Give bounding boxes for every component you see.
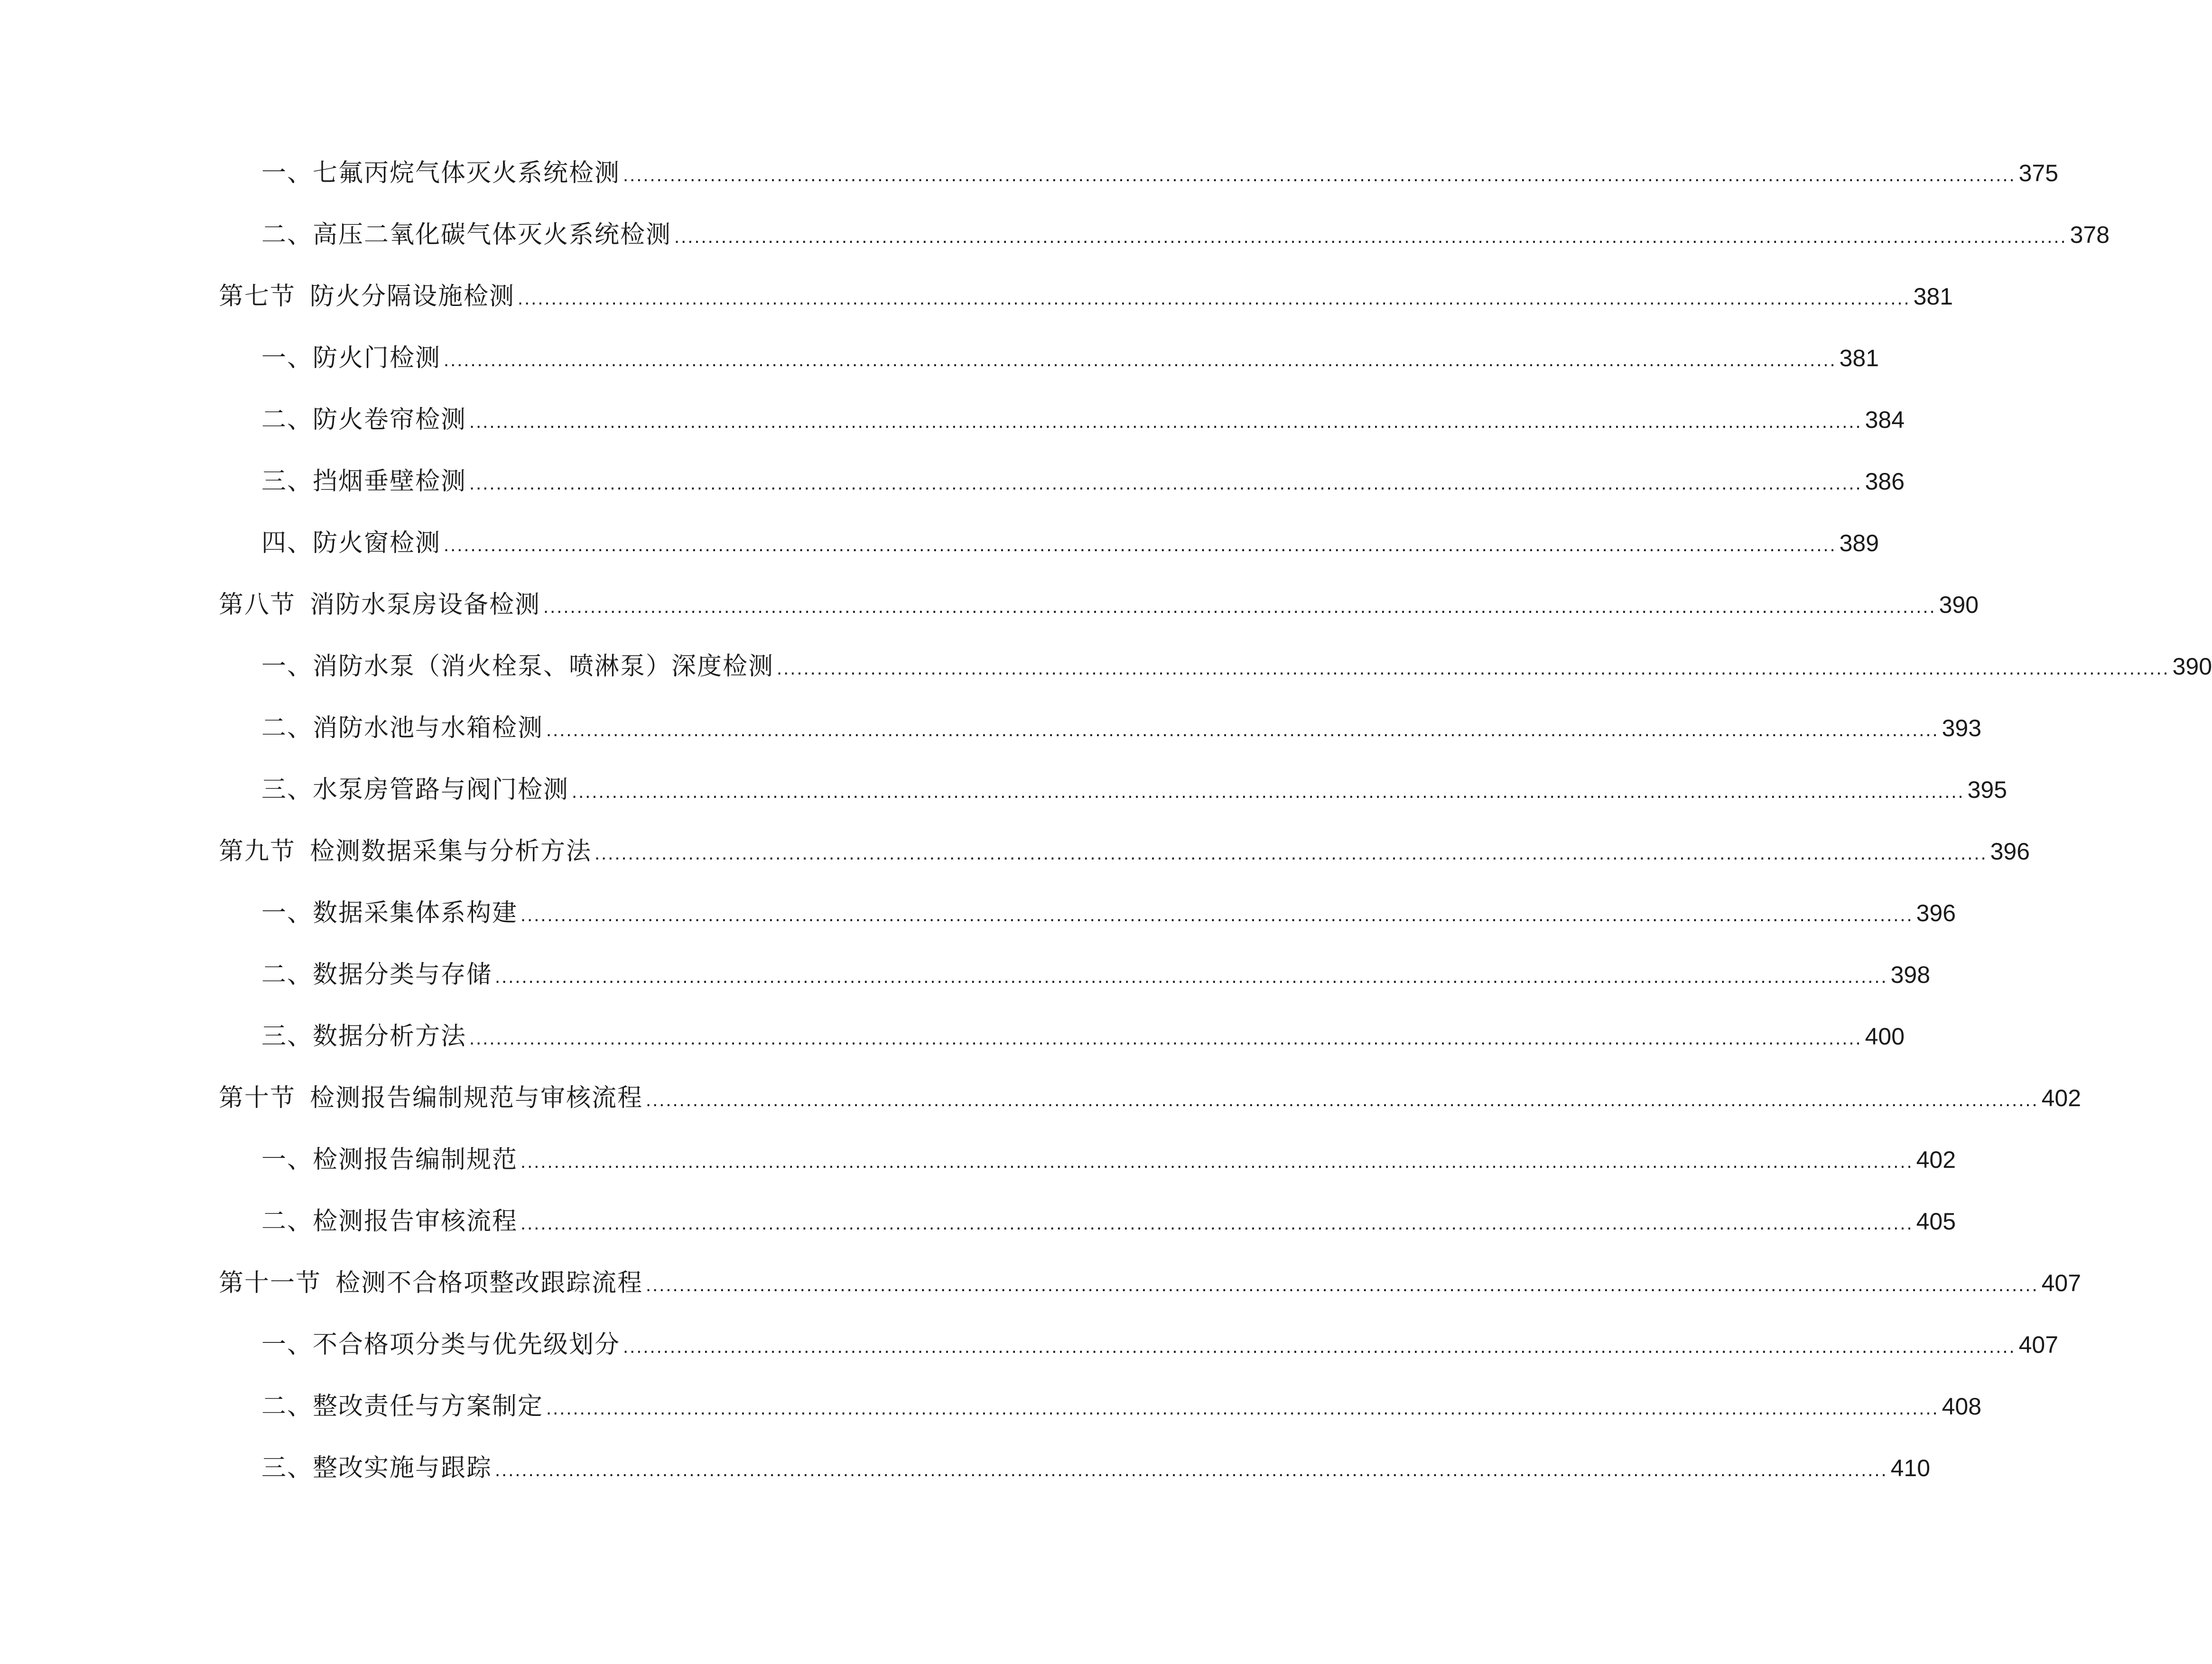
toc-entry[interactable] — [261, 1385, 1982, 1428]
toc-entry-section[interactable] — [219, 275, 1953, 318]
toc-page-number: 390 — [1939, 592, 1979, 618]
toc-leader-dots: ................................................................................................................................................................................................................ — [520, 1213, 1914, 1234]
toc-page-number: 407 — [2018, 1331, 2059, 1358]
toc-entry-title: 四、防火窗检测 — [261, 529, 441, 557]
toc-leader-dots: ................................................................................................................................................................................................................ — [469, 473, 1862, 494]
toc-page-number: 378 — [2070, 222, 2110, 248]
toc-page-number: 405 — [1916, 1208, 1956, 1235]
toc-entry[interactable] — [261, 1200, 1956, 1243]
toc-entry-section[interactable] — [219, 1077, 2082, 1119]
toc-leader-dots: ................................................................................................................................................................................................................ — [546, 720, 1939, 740]
toc-entry[interactable] — [261, 645, 2212, 688]
toc-leader-dots: ................................................................................................................................................................................................................ — [595, 843, 1988, 864]
toc-page-number: 381 — [1839, 345, 1879, 371]
toc-page-number: 389 — [1839, 530, 1879, 556]
toc-entry-title: 二、数据分类与存储 — [261, 961, 493, 989]
toc-entry-title: 二、防火卷帘检测 — [261, 406, 467, 434]
toc-page-number: 390 — [2172, 653, 2212, 680]
toc-leader-dots: ................................................................................................................................................................................................................ — [495, 966, 1888, 987]
toc-entry[interactable] — [261, 953, 1931, 996]
toc-entry[interactable] — [261, 1447, 1931, 1489]
toc-page-number: 386 — [1865, 468, 1905, 495]
toc-leader-dots: ................................................................................................................................................................................................................ — [543, 596, 1936, 617]
toc-entry-section[interactable] — [219, 830, 2030, 873]
toc-page-number: 396 — [1916, 900, 1956, 926]
toc-page-number: 400 — [1865, 1023, 1905, 1050]
toc-entry-title: 一、消防水泵（消火栓泵、喷淋泵）深度检测 — [261, 652, 774, 681]
toc-leader-dots: ................................................................................................................................................................................................................ — [572, 781, 1965, 802]
toc-entry-title: 二、高压二氧化碳气体灭火系统检测 — [261, 221, 672, 249]
toc-leader-dots: ................................................................................................................................................................................................................ — [623, 1336, 2016, 1357]
toc-leader-dots: ................................................................................................................................................................................................................ — [520, 905, 1914, 925]
toc-leader-dots: ................................................................................................................................................................................................................ — [623, 165, 2016, 185]
toc-entry-title: 一、七氟丙烷气体灭火系统检测 — [261, 159, 621, 187]
toc-entry-title: 三、数据分析方法 — [261, 1022, 467, 1051]
toc-page-number: 407 — [2041, 1270, 2082, 1296]
toc-leader-dots: ................................................................................................................................................................................................................ — [495, 1460, 1888, 1480]
toc-leader-dots: ................................................................................................................................................................................................................ — [520, 1151, 1914, 1172]
toc-page-number: 408 — [1942, 1393, 1982, 1420]
toc-page-number: 402 — [1916, 1146, 1956, 1173]
toc-entry-title: 三、水泵房管路与阀门检测 — [261, 776, 569, 804]
toc-entry[interactable] — [261, 707, 1982, 749]
toc-page-number: 375 — [2018, 160, 2059, 186]
toc-entry[interactable] — [261, 522, 1879, 564]
toc-entry-title: 第十一节 检测不合格项整改跟踪流程 — [219, 1269, 643, 1297]
toc-entry-title: 第八节 消防水泵房设备检测 — [219, 591, 541, 619]
toc-entry-title: 第七节 防火分隔设施检测 — [219, 282, 515, 311]
toc-entry-title: 三、挡烟垂壁检测 — [261, 467, 467, 496]
toc-entry[interactable] — [261, 892, 1956, 934]
toc-leader-dots: ................................................................................................................................................................................................................ — [469, 1028, 1862, 1049]
toc-leader-dots: ................................................................................................................................................................................................................ — [646, 1275, 2039, 1295]
toc-entry[interactable] — [261, 1138, 1956, 1181]
toc-entry-section[interactable] — [219, 1262, 2082, 1304]
toc-entry[interactable] — [261, 337, 1879, 379]
toc-page-number: 381 — [1913, 283, 1953, 310]
toc-entry-section[interactable] — [219, 583, 1979, 626]
toc-entry-title: 第十节 检测报告编制规范与审核流程 — [219, 1084, 643, 1112]
toc-entry-title: 二、消防水池与水箱检测 — [261, 714, 544, 742]
toc-entry-title: 三、整改实施与跟踪 — [261, 1454, 493, 1482]
toc-entry-title: 一、检测报告编制规范 — [261, 1146, 518, 1174]
toc-page-number: 384 — [1865, 407, 1905, 433]
toc-entry-title: 一、防火门检测 — [261, 344, 441, 372]
toc-entry[interactable] — [261, 1015, 1905, 1058]
toc-entry-title: 一、不合格项分类与优先级划分 — [261, 1331, 621, 1359]
toc-entry[interactable] — [261, 1323, 2059, 1366]
toc-page-number: 402 — [2041, 1085, 2082, 1111]
toc-entry[interactable] — [261, 768, 2008, 811]
toc-entry-title: 第九节 检测数据采集与分析方法 — [219, 837, 592, 866]
toc-entry-title: 二、检测报告审核流程 — [261, 1207, 518, 1236]
toc-entry-title: 一、数据采集体系构建 — [261, 899, 518, 927]
toc-page-number: 393 — [1942, 715, 1982, 741]
toc-entry[interactable] — [261, 152, 2059, 194]
toc-leader-dots: ................................................................................................................................................................................................................ — [444, 350, 1837, 370]
toc-page-number: 395 — [1967, 777, 2008, 803]
toc-leader-dots: ................................................................................................................................................................................................................ — [674, 226, 2067, 247]
toc-entry[interactable] — [261, 213, 2110, 256]
toc-page-number: 398 — [1890, 961, 1931, 988]
toc-page-number: 410 — [1890, 1455, 1931, 1481]
toc-leader-dots: ................................................................................................................................................................................................................ — [777, 658, 2170, 679]
toc-entry[interactable] — [261, 398, 1905, 441]
toc-leader-dots: ................................................................................................................................................................................................................ — [646, 1090, 2039, 1110]
toc-leader-dots: ................................................................................................................................................................................................................ — [444, 535, 1837, 555]
toc-entry[interactable] — [261, 460, 1905, 503]
toc-page-number: 396 — [1990, 838, 2030, 865]
toc-leader-dots: ................................................................................................................................................................................................................ — [518, 288, 1911, 309]
toc-leader-dots: ................................................................................................................................................................................................................ — [546, 1398, 1939, 1419]
toc-entry-title: 二、整改责任与方案制定 — [261, 1392, 544, 1421]
toc-leader-dots: ................................................................................................................................................................................................................ — [469, 411, 1862, 432]
